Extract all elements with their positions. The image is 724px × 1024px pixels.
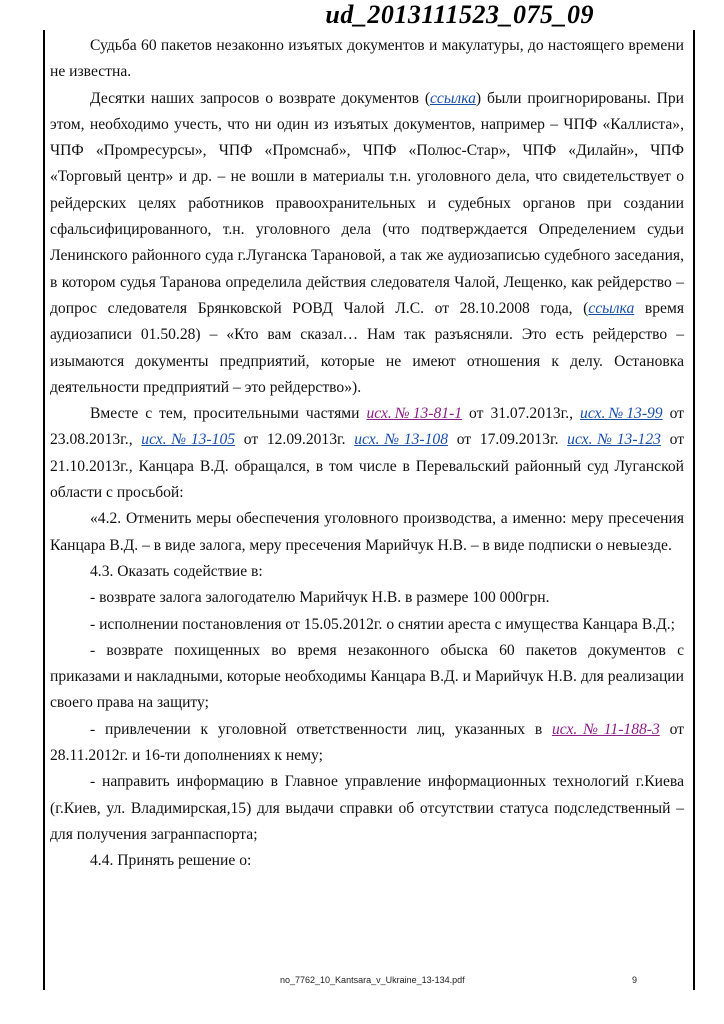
right-border-line — [693, 30, 695, 990]
paragraph-documents-return: - возврате похищенных во время незаконного обыска 60 пакетов документов с приказами и накладными, которые необходимы Канцара В.Д. и Марийчук Н.В. для реализации своего права на защиту; — [50, 641, 684, 712]
link-ref-13-108[interactable]: исх.№13-108 — [354, 431, 449, 449]
page-number: 9 — [632, 975, 638, 985]
paragraph-criminal-liability: - привлечении к уголовной ответственности лиц, указанных в исх.№11-188-3 от 28.11.2012г. и 16-ти дополнениях к нему; — [50, 720, 684, 765]
paragraph-item-4-2: «4.2. Отменить меры обеспечения уголовного производства, а именно: меру пресечения Канцара В.Д. – в виде залога, меру пресечения Марийчук Н.В. – в виде подписки о невыезде. — [50, 510, 684, 554]
link-ssylka-2[interactable]: ссылка — [588, 299, 635, 317]
left-border-line — [43, 30, 45, 990]
paragraph-bail-return: - возврате залога залогодателю Марийчук Н.В. в размере 100 000грн. — [90, 589, 550, 607]
paragraph-information-request: - направить информацию в Главное управление информационных технологий г.Киева (г.Киев, ул. Владимирская,15) для выдачи справки об отсутствии статуса подследственный – для получения загранпаспорта; — [50, 773, 684, 843]
link-ssylka-1[interactable]: ссылка — [430, 89, 476, 107]
paragraph-item-4-3: 4.3. Оказать содействие в: — [90, 562, 263, 580]
link-ref-13-81-1[interactable]: исх.№13-81-1 — [366, 405, 463, 423]
footer-filename: no_7762_10_Kantsara_v_Ukraine_13-134.pdf — [280, 975, 465, 985]
link-ref-11-188-3[interactable]: исх.№11-188-3 — [551, 720, 660, 738]
link-ref-13-99[interactable]: исх.№13-99 — [580, 405, 663, 423]
paragraph-petitions: Вместе с тем, просительными частями исх.№13-81-1 от 31.07.2013г., исх.№13-99 от 23.08.2013г., исх.№13-105 от 12.09.2013г. исх.№13-108 от 17.09.2013г. исх.№13-123 от 21.10.2013г., Канцара В.Д. обращался, в том числе в Перевальский районный суд Луганской области с просьбой: — [50, 405, 685, 502]
paragraph-fate-of-packages: Судьба 60 пакетов незаконно изъятых документов и макулатуры, до настоящего времени не известна. — [50, 37, 684, 81]
link-ref-13-105[interactable]: исх.№13-105 — [141, 431, 236, 449]
paragraph-arrest-lift: - исполнении постановления от 15.05.2012г. о снятии ареста с имущества Канцара В.Д.; — [90, 615, 676, 633]
paragraph-ignored-requests: Десятки наших запросов о возврате документов (ссылка) были проигнорированы. При этом, необходимо учесть, что ни один из изъятых документов, например – ЧПФ «Каллиста», ЧПФ «Промресурсы», ЧПФ «Промснаб», ЧПФ «Полюс-Стар», ЧПФ «Дилайн», ЧПФ «Торговый центр» и др. – не вошли в материалы т.н. уголовного дела, что свидетельствует о рейдерских целях работников правоохранительных и судебных органов при создании сфальсифицированного, т.н. уголовного дела (что подтверждается Определением судьи Ленинского районного суда г.Луганска Тарановой, а так же аудиозаписью судебного заседания, в котором судья Таранова определила действия следователя Чалой, Лещенко, как рейдерство – допрос следователя Брянковской РОВД Чалой Л.С. от 28.10.2008 года, (ссылка время аудиозаписи 01.50.28) – «Кто вам сказал… Нам так разъясняли. Это есть рейдерство – изымаются документы предприятий, которые не имеют отношения к делу. Остановка деятельности предприятий – это рейдерство»). — [50, 89, 684, 396]
paragraph-item-4-4: 4.4. Принять решение о: — [90, 852, 252, 870]
link-ref-13-123[interactable]: исх.№13-123 — [567, 431, 661, 449]
document-body — [50, 33, 684, 875]
document-id-header: ud_2013111523_075_09 — [325, 0, 594, 29]
